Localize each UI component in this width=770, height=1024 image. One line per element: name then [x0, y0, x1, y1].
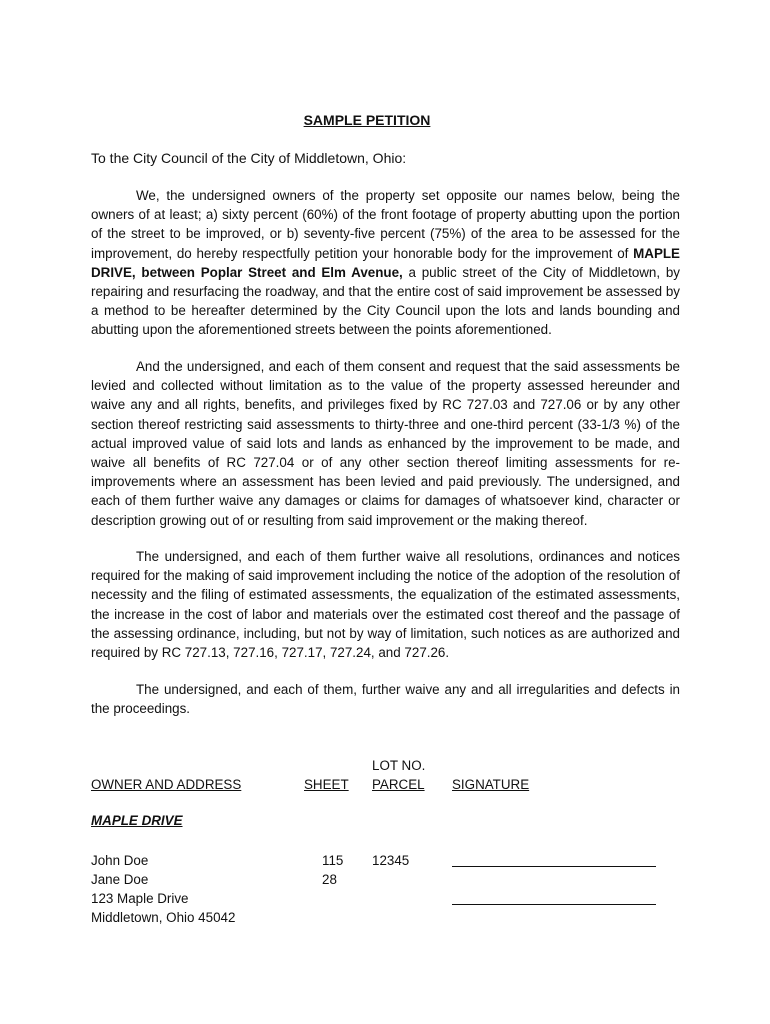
- header-sheet: SHEET: [304, 777, 349, 792]
- paragraph-petition-text: We, the undersigned owners of the property set opposite our names below, being the owners of at least; a) sixty percent (60%) of the front footage of property abutting upon the portion of the street to be improved, or b) seventy-five percent (75%) of the area to be assessed for the improvement, do hereby respectfully petition your honorable body for the improvement of: [91, 188, 680, 261]
- section-maple-drive: MAPLE DRIVE: [91, 813, 183, 828]
- paragraph-petition-text-end: a public street of the City of Middletown, by repairing and resurfacing the roadway, and that the entire cost of said improvement be assessed by a method to be hereafter determined by the City Council upon the lots and lands bounding and abutting upon the aforementioned streets between the points aforementioned.: [91, 264, 680, 338]
- document-title: SAMPLE PETITION: [303, 112, 431, 128]
- owner-name-1: John Doe: [91, 853, 149, 868]
- sheet-value-2: 28: [322, 872, 337, 887]
- lot-parcel-value: 12345: [372, 853, 410, 868]
- paragraph-consent: And the undersigned, and each of them consent and request that the said assessments be levied and collected without limitation as to the value of the property assessed hereunder and waive any and all rights, benefits, and privileges fixed by RC 727.03 and 727.06 or by any other section thereof restricting said assessments to thirty-three and one-third percent (33-1/3 %) of the actual improved value of said lots and lands as enhanced by the improvement to be made, and waive all benefits of RC 727.04 or of any other section thereof limiting assessments for re-improvements where an assessment has been levied and paid previously. The undersigned, and each of them further waive any damages or claims for damages of whatsoever kind, character or description growing out of or resulting from said improvement or the making thereof.: [91, 359, 680, 528]
- owner-street-address: 123 Maple Drive: [91, 891, 189, 906]
- paragraph-waive-notices: The undersigned, and each of them further waive all resolutions, ordinances and notices required for the making of said improvement including the notice of the adoption of the resolution of necessity and the filing of estimated assessments, the equalization of the estimated assessments, the increase in the cost of labor and materials over the estimated cost thereof and the passage of the assessing ordinance, including, but not by way of limitation, such notices as are authorized and required by RC 727.13, 727.16, 727.17, 727.24, and 727.26.: [91, 549, 680, 661]
- signature-line-2[interactable]: [452, 904, 656, 905]
- paragraph-petition: [91, 186, 680, 340]
- header-owner-and-address: OWNER AND ADDRESS: [91, 777, 242, 792]
- salutation: To the City Council of the City of Middletown, Ohio:: [91, 150, 407, 166]
- header-lot-no: LOT NO.: [372, 758, 426, 773]
- signature-line-1[interactable]: [452, 866, 656, 867]
- paragraph-waive-irregularities: The undersigned, and each of them, further waive any and all irregularities and defects in the proceedings.: [91, 682, 680, 717]
- sheet-value-1: 115: [322, 853, 344, 868]
- street-description: MAPLE DRIVE, between Poplar Street and Elm Avenue,: [91, 245, 680, 280]
- header-parcel: PARCEL: [372, 777, 425, 792]
- owner-city-state-zip: Middletown, Ohio 45042: [91, 910, 236, 925]
- header-signature: SIGNATURE: [452, 777, 530, 792]
- owner-name-2: Jane Doe: [91, 872, 149, 887]
